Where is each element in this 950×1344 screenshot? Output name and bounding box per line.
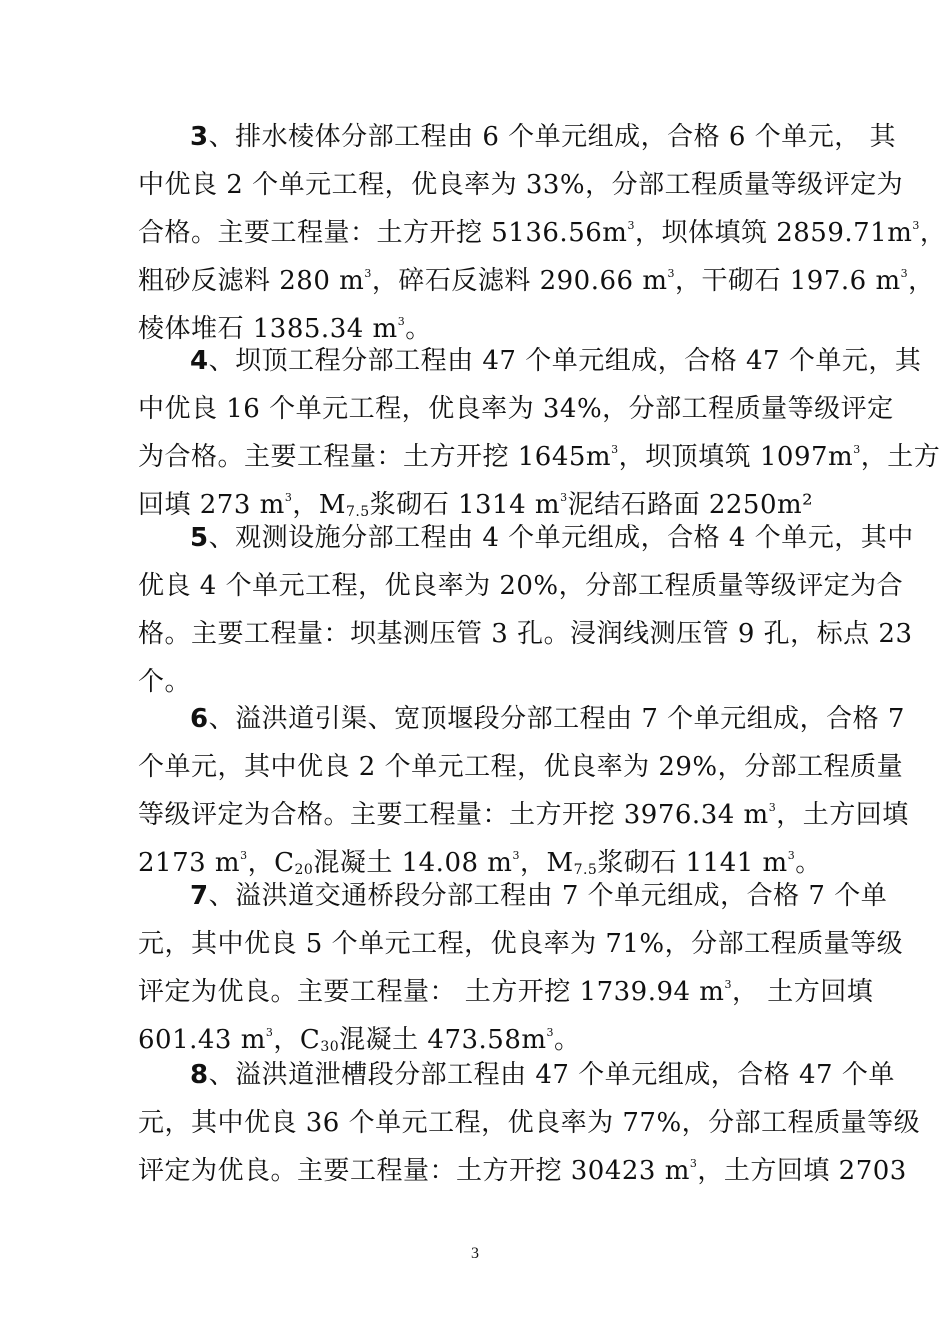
text-run: ，坝顶填筑 1097m [618,442,854,472]
superscript: 3 [397,315,406,328]
text-run: ，土方回填 2703 [697,1156,907,1186]
text-run: 元，其中优良 36 个单元工程，优良率为 77%，分部工程质量等级 [138,1108,921,1138]
text-run: 元，其中优良 5 个单元工程，优良率为 71%，分部工程质量等级 [138,929,904,959]
text-run: 评定为优良。主要工程量：土方开挖 30423 m [138,1156,690,1186]
superscript: 3 [560,491,568,504]
superscript: 3 [364,267,372,280]
paragraph-line [138,1099,921,1147]
paragraph-line [138,610,913,658]
text-run: 回填 273 m [138,490,285,520]
paragraph-line [138,433,941,481]
text-run: 、溢洪道泄槽段分部工程由 47 个单元组成，合格 47 个单 [208,1060,895,1090]
paragraph-item-6 [138,695,909,887]
item-number: 5 [190,523,209,553]
text-run: ， [919,218,947,248]
subscript: 7.5 [573,862,598,878]
text-run: 浆砌石 1314 m [369,490,561,520]
item-number: 6 [190,704,209,734]
superscript: 3 [265,1026,274,1039]
paragraph-line [138,113,897,161]
paragraph-line [138,337,922,385]
superscript: 3 [900,267,909,280]
paragraph-line [138,791,909,839]
paragraph-line [138,968,874,1016]
text-run: ，C [273,1025,321,1055]
paragraph-line [138,695,905,743]
paragraph-item-3 [138,113,947,353]
superscript: 3 [546,1026,555,1039]
text-run: ，坝体填筑 2859.71m [634,218,913,248]
paragraph-line [138,872,888,920]
paragraph-line [138,257,935,305]
text-run: ，土方 [860,442,941,472]
text-run: 为合格。主要工程量：土方开挖 1645m [138,442,612,472]
superscript: 3 [512,849,520,862]
text-run: 优良 4 个单元工程，优良率为 20%，分部工程质量等级评定为合 [138,571,904,601]
superscript: 3 [787,849,796,862]
text-run: 中优良 16 个单元工程，优良率为 34%，分部工程质量等级评定 [138,394,894,424]
text-run: ，M [292,490,346,520]
superscript: 3 [724,978,732,991]
superscript: 3 [667,267,675,280]
paragraph-item-8 [138,1051,921,1195]
text-run: 个。 [138,667,192,697]
text-run: ，土方回填 [776,800,909,830]
item-number: 3 [190,122,209,152]
text-run: 。 [795,848,822,878]
subscript: 30 [320,1039,340,1055]
text-run: 中优良 2 个单元工程，优良率为 33%，分部工程质量等级评定为 [138,170,904,200]
text-run: 格。主要工程量：坝基测压管 3 孔。浸润线测压管 9 孔，标点 23 [138,619,913,649]
paragraph-line [138,1051,895,1099]
page-number: 3 [471,1245,479,1262]
superscript: 3 [240,849,248,862]
paragraph-line [138,920,904,968]
text-run: 泥结石路面 2250m² [567,490,814,520]
paragraph-line [138,385,894,433]
text-run: 、溢洪道引渠、宽顶堰段分部工程由 7 个单元组成，合格 7 [208,704,905,734]
paragraph-item-7 [138,872,904,1064]
text-run: 601.43 m [138,1025,266,1055]
paragraph-item-4 [138,337,941,529]
superscript: 3 [611,443,619,456]
text-run: 、溢洪道交通桥段分部工程由 7 个单元组成，合格 7 个单 [208,881,888,911]
item-number: 4 [190,346,209,376]
superscript: 3 [853,443,861,456]
text-run: 棱体堆石 1385.34 m [138,314,398,344]
text-run: ，C [247,848,295,878]
text-run: 粗砂反滤料 280 m [138,266,365,296]
item-number: 8 [190,1060,209,1090]
text-run: ， 土方回填 [731,977,874,1007]
superscript: 3 [689,1157,698,1170]
text-run: ，碎石反滤料 290.66 m [371,266,668,296]
text-run: 、观测设施分部工程由 4 个单元组成，合格 4 个单元，其中 [208,523,914,553]
text-run: 、排水棱体分部工程由 6 个单元组成，合格 6 个单元， 其 [208,122,897,152]
paragraph-line [138,1147,907,1195]
text-run: 。 [405,314,432,344]
paragraph-line [138,161,904,209]
paragraph-line [138,209,947,257]
subscript: 7.5 [345,504,370,520]
item-number: 7 [190,881,209,911]
text-run: 、坝顶工程分部工程由 47 个单元组成，合格 47 个单元，其 [208,346,922,376]
paragraph-line [138,562,904,610]
paragraph-line [138,514,914,562]
text-run: 等级评定为合格。主要工程量：土方开挖 3976.34 m [138,800,769,830]
superscript: 3 [768,801,777,814]
text-run: 2173 m [138,848,241,878]
text-run: 混凝土 14.08 m [313,848,513,878]
superscript: 3 [627,219,635,232]
superscript: 3 [912,219,920,232]
subscript: 20 [294,862,314,878]
superscript: 3 [284,491,293,504]
text-run: 混凝土 473.58m [339,1025,547,1055]
paragraph-item-5 [138,514,914,706]
text-run: 合格。主要工程量：土方开挖 5136.56m [138,218,628,248]
text-run: 浆砌石 1141 m [597,848,788,878]
text-run: ，M [519,848,574,878]
text-run: 评定为优良。主要工程量： 土方开挖 1739.94 m [138,977,725,1007]
paragraph-line [138,743,904,791]
text-run: ，干砌石 197.6 m [674,266,901,296]
text-run: ， [908,266,935,296]
text-run: 。 [554,1025,581,1055]
text-run: 个单元，其中优良 2 个单元工程，优良率为 29%，分部工程质量 [138,752,904,782]
